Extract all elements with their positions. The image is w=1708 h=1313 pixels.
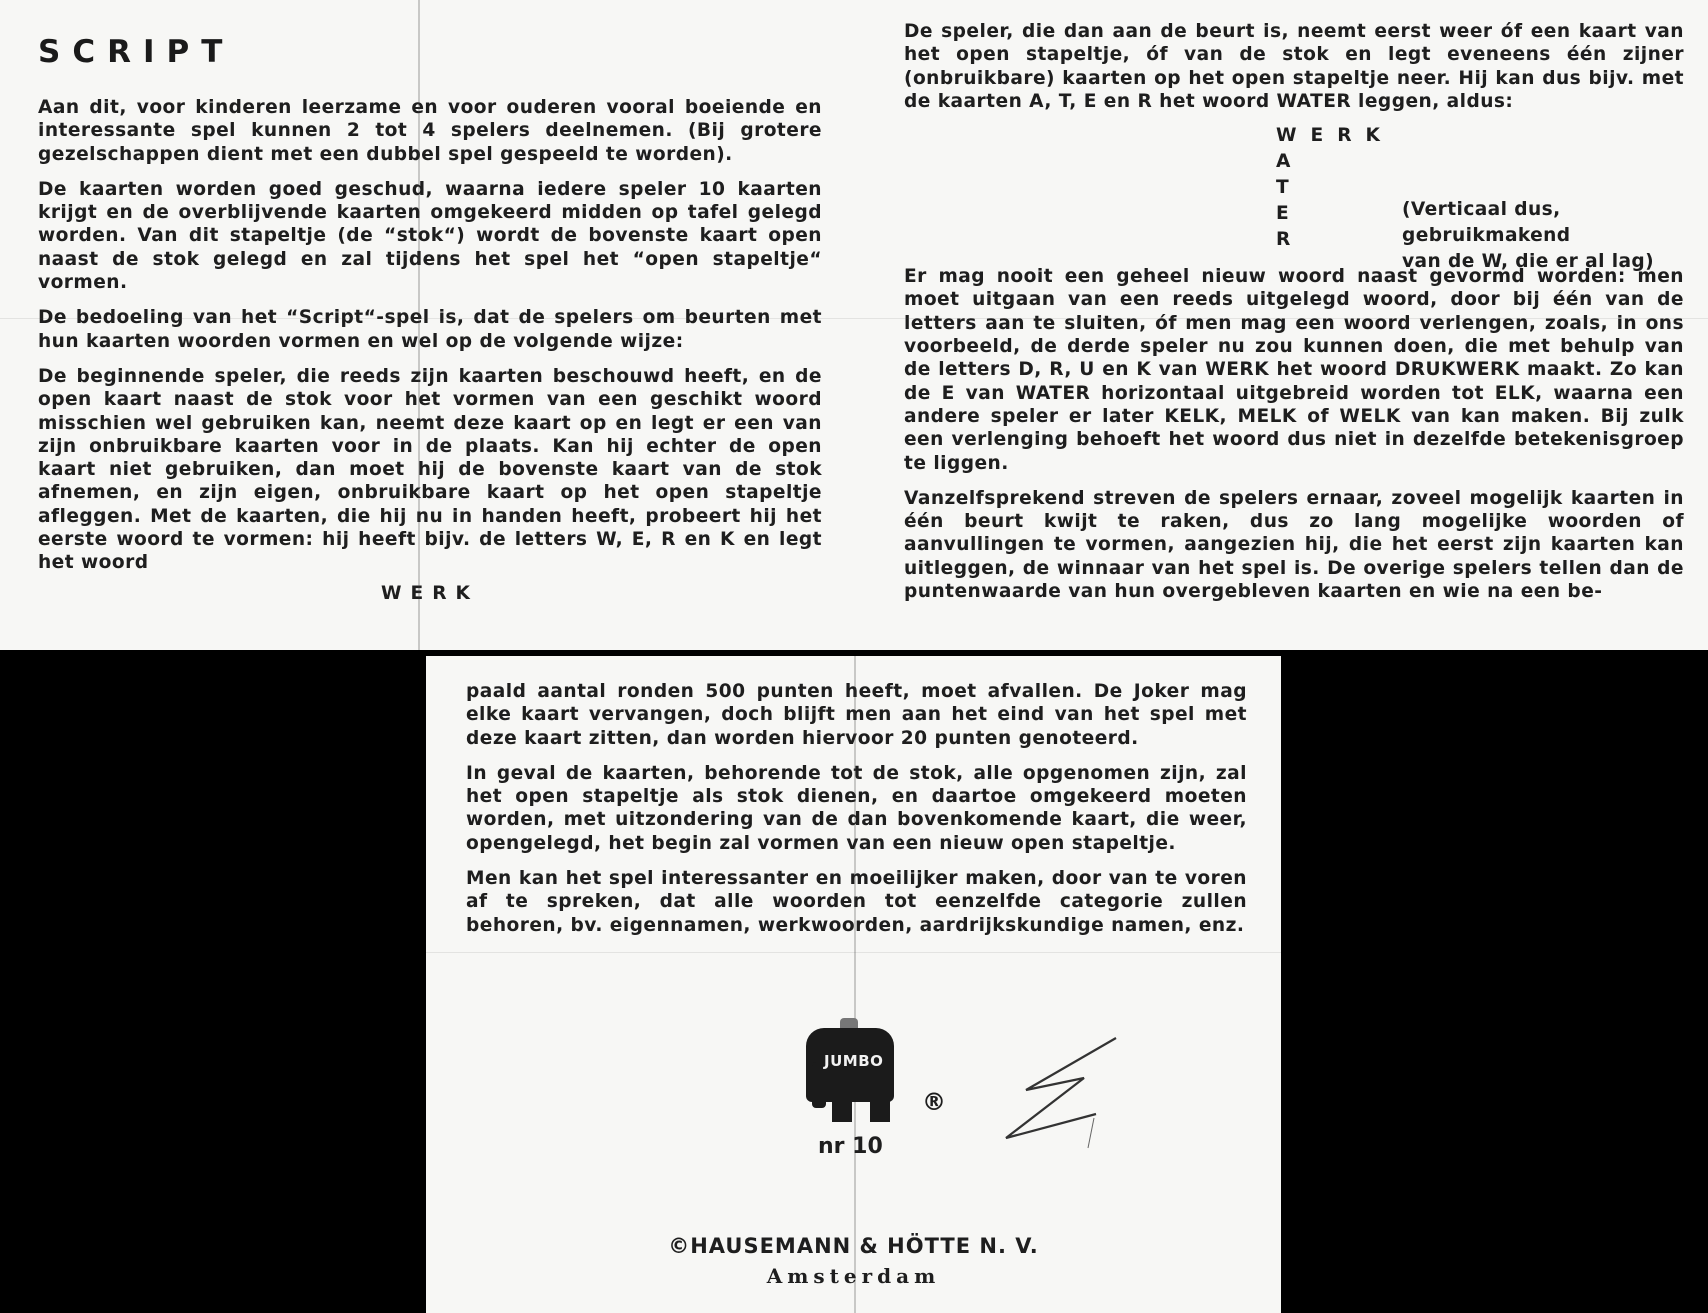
crossing-column-word [1276,149,1290,253]
fold-line [418,0,420,650]
first-turn-paragraph: De beginnende speler, die reeds zijn kaarten beschouwd heeft, en de open kaart naast de stok voor het vormen van een geschikt woord misschien wel gebruiken kan, neemt deze kaart op en legt er een van zijn onbruikbare kaarten voor in de plaats. Kan hij echter de open kaart niet gebruiken, dan moet hij de bovenste kaart van de stok afnemen, en zijn eigen, onbruikbare kaart op het open stapeltje afleggen. Met de kaarten, die hij nu in handen heeft, probeert hij het eerste woord te vormen: hij heeft bijv. de letters W, E, R en K en legt het woord [38,365,823,574]
page-bottom [426,656,1281,1313]
reshuffle-paragraph: In geval de kaarten, behorende tot de stok, alle opgenomen zijn, zal het open stapeltje als stok dienen, en daartoe omgekeerd moeten worden, met uitzondering van de dan bovenkomende kaart, die weer, opengelegd, het begin zal vormen van een nieuw open stapeltje. [466,762,1247,854]
document-title: SCRIPT [38,34,235,70]
fold-line [854,656,856,1313]
crossing-row-word: WERK [1276,125,1394,147]
page-left [0,0,852,650]
crossing-letter: T [1276,177,1289,199]
publisher-name: ©HAUSEMANN & HÖTTE N. V. [668,1234,1039,1258]
note-line: van de W, die er al lag) [1402,251,1655,273]
winning-paragraph: Vanzelfsprekend streven de spelers ernaar, zoveel mogelijk kaarten in één beurt kwijt te raken, dus zo lang mogelijke woorden of aanvullingen te vormen, aangezien hij, die het eerst zijn kaarten kan uitleggen, de winnaar van het spel is. De overige spelers tellen dan de puntenwaarde van hun overgebleven kaarten en wie na een be- [904,487,1684,603]
crossing-letter: E [1276,203,1289,225]
setup-paragraph: De kaarten worden goed geschud, waarna iedere speler 10 kaarten krijgt en de overblijvende kaarten omgekeerd midden op tafel gelegd worden. Van dit stapeltje (de “stok“) wordt de bovenste kaart open naast de stok gelegd en zal tijdens het spel het “open stapeltje“ vormen. [38,178,822,294]
crease-line [852,318,1708,319]
crease-line [0,318,852,319]
registered-mark: ® [922,1088,946,1116]
crossing-note [1402,197,1684,275]
example-word-werk: WERK [381,582,479,604]
scoring-paragraph: paald aantal ronden 500 punten heeft, moet afvallen. De Joker mag elke kaart vervangen, doch blijft men aan het eind van het spel met deze kaart zitten, dan worden hiervoor 20 punten genoteerd. [466,681,1247,749]
rules-paragraph: Er mag nooit een geheel nieuw woord naast gevormd worden: men moet uitgaan van een reeds uitgelegd woord, door bij één van de letters aan te sluiten, óf men mag een woord verlengen, zoals, in ons voorbeeld, de derde speler nu zou kunnen doen, die met behulp van de letters D, R, U en K van WERK het woord DRUKWERK maakt. Zo kan de E van WATER horizontaal uitgebreid worden tot ELK, waarna een andere speler er later KELK, MELK of WELK van kan maken. Bij zulk een verlenging behoeft het woord dus niet in dezelfde betekenisgroep te liggen. [904,266,1684,474]
note-line: (Verticaal dus, gebruikmakend [1402,199,1571,247]
variant-paragraph: Men kan het spel interessanter en moeilijker maken, door van te voren af te spreken, dat alle woorden tot eenzelfde categorie zullen behoren, bv. eigennamen, werkwoorden, aardrijkskundige namen, enz. [466,868,1247,936]
product-number: nr 10 [818,1134,883,1159]
elephant-leg [832,1098,852,1122]
elephant-leg [870,1098,890,1122]
crossing-letter: A [1276,151,1291,173]
word-crossing-example [904,125,1684,273]
page-right [852,0,1708,650]
second-turn-paragraph: De speler, die dan aan de beurt is, neemt eerst weer óf een kaart van het open stapeltje, óf van de stok en legt eveneens één zijner (onbruikbare) kaarten op het open stapeltje neer. Hij kan dus bijv. met de kaarten A, T, E en R het woord WATER leggen, aldus: [904,21,1684,112]
signature-scribble [976,1028,1156,1168]
goal-paragraph: De bedoeling van het “Script“-spel is, dat de spelers om beurten met hun kaarten woorden vormen en wel op de volgende wijze: [38,307,822,352]
publisher-city: Amsterdam [766,1264,941,1288]
logo-text: JUMBO [824,1052,884,1070]
jumbo-logo [806,1018,926,1128]
crossing-letter: R [1276,229,1291,251]
crease-line [426,952,1281,953]
intro-paragraph: Aan dit, voor kinderen leerzame en voor ouderen vooral boeiende en interessante spel kunnen 2 tot 4 spelers deelnemen. (Bij grotere gezelschappen dient met een dubbel spel gespeeld te worden). [38,97,822,165]
